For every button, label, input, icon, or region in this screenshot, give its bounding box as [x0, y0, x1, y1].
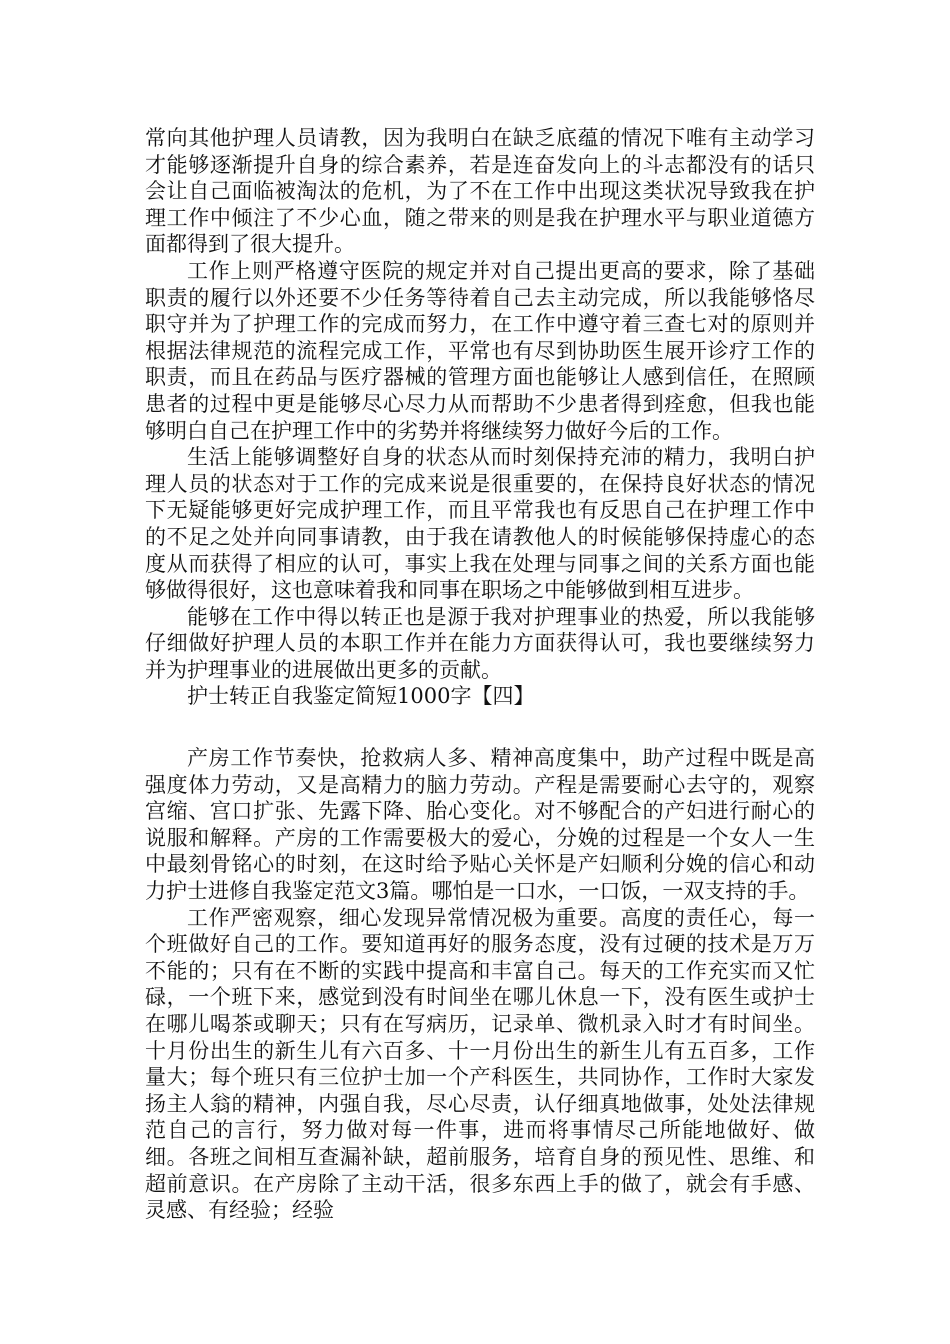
section-heading: 护士转正自我鉴定简短1000字【四】 [187, 684, 535, 709]
document-page [145, 125, 815, 1224]
paragraph-work: 工作上则严格遵守医院的规定并对自己提出更高的要求，除了基础职责的履行以外还要不少任务等待着自己去主动完成，所以我能够恪尽职守并为了护理工作的完成而努力，在工作中遵守着三查七对的原则并根据法律规范的流程完成工作，平常也有尽到协助医生展开诊疗工作的职责，而且在药品与医疗器械的管理方面也能够让人感到信任，在照顾患者的过程中更是能够尽心尽力从而帮助不少患者得到痊愈，但我也能够明白自己在护理工作中的劣势并将继续努力做好今后的工作。 [145, 258, 815, 443]
paragraph-conclusion: 能够在工作中得以转正也是源于我对护理事业的热爱，所以我能够仔细做好护理人员的本职工作并在能力方面获得认可，我也要继续努力并为护理事业的进展做出更多的贡献。 [145, 604, 815, 682]
paragraph-delivery-room: 产房工作节奏快，抢救病人多、精神高度集中，助产过程中既是高强度体力劳动，又是高精力的脑力劳动。产程是需要耐心去守的，观察宫缩、宫口扩张、先露下降、胎心变化。对不够配合的产妇进行耐心的说服和解释。产房的工作需要极大的爱心，分娩的过程是一个女人一生中最刻骨铭心的时刻，在这时给予贴心关怀是产妇顺利分娩的信心和动力护士进修自我鉴定范文3篇。哪怕是一口水，一口饭，一双支持的手。 [145, 746, 815, 904]
paragraph-life: 生活上能够调整好自身的状态从而时刻保持充沛的精力，我明白护理人员的状态对于工作的完成来说是很重要的，在保持良好状态的情况下无疑能够更好完成护理工作，而且平常我也有反思自己在护理工作中的不足之处并向同事请教，由于我在请教他人的时候能够保持虚心的态度从而获得了相应的认可，事实上我在处理与同事之间的关系方面也能够做得很好，这也意味着我和同事在职场之中能够做到相互进步。 [145, 445, 815, 603]
paragraph-observation: 工作严密观察，细心发现异常情况极为重要。高度的责任心，每一个班做好自己的工作。要知道再好的服务态度，没有过硬的技术是万万不能的；只有在不断的实践中提高和丰富自己。每天的工作充实而又忙碌，一个班下来，感觉到没有时间坐在哪儿休息一下，没有医生或护士在哪儿喝茶或聊天；只有在写病历，记录单、微机录入时才有时间坐。十月份出生的新生儿有六百多、十一月份出生的新生儿有五百多，工作量大；每个班只有三位护士加一个产科医生，共同协作，工作时大家发扬主人翁的精神，内强自我，尽心尽责，认仔细真地做事，处处法律规范自己的言行，努力做对每一件事，进而将事情尽己所能地做好、做细。各班之间相互查漏补缺，超前服务，培育自身的预见性、思维、和超前意识。在产房除了主动干活，很多东西上手的做了，就会有手感、灵感、有经验；经验 [145, 905, 815, 1223]
paragraph-continuation: 常向其他护理人员请教，因为我明白在缺乏底蕴的情况下唯有主动学习才能够逐渐提升自身的综合素养，若是连奋发向上的斗志都没有的话只会让自己面临被淘汰的危机，为了不在工作中出现这类状况导致我在护理工作中倾注了不少心血，随之带来的则是我在护理水平与职业道德方面都得到了很大提升。 [145, 126, 815, 257]
